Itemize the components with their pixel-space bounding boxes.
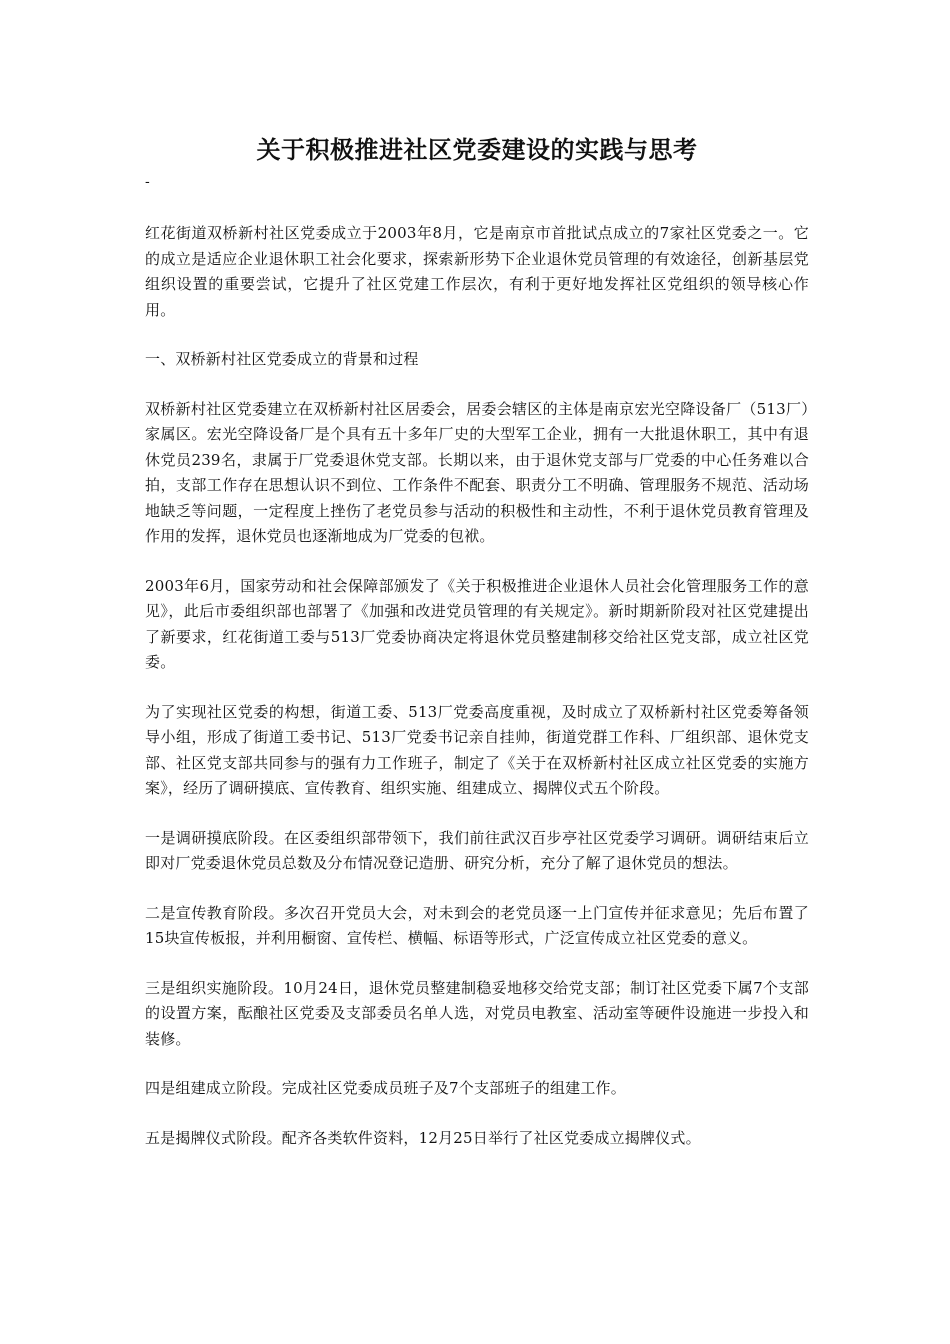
paragraph-stage-2: 二是宣传教育阶段。多次召开党员大会，对未到会的老党员逐一上门宣传并征求意见；先后布置了15块宣传板报，并利用橱窗、宣传栏、横幅、标语等形式，广泛宣传成立社区党委的意义。 (145, 903, 809, 947)
paragraph-intro: 红花街道双桥新村社区党委成立于2003年8月，它是南京市首批试点成立的7家社区党委之一。它的成立是适应企业退休职工社会化要求，探索新形势下企业退休党员管理的有效途径，创新基层党组织设置的重要尝试，它提升了社区党建工作层次，有利于更好地发挥社区党组织的领导核心作用。 (145, 224, 809, 319)
separator-dash: - (145, 174, 150, 190)
section-heading: 一、双桥新村社区党委成立的背景和过程 (145, 350, 419, 368)
paragraph-policy: 2003年6月，国家劳动和社会保障部颁发了《关于积极推进企业退休人员社会化管理服务工作的意见》，此后市委组织部也部署了《加强和改进党员管理的有关规定》。新时期新阶段对社区党建提出了新要求，红花街道工委与513厂党委协商决定将退休党员整建制移交给社区党支部，成立社区党委。 (145, 576, 809, 671)
paragraph-stage-4: 四是组建成立阶段。完成社区党委成员班子及7个支部班子的组建工作。 (145, 1079, 626, 1097)
paragraph-stage-3: 三是组织实施阶段。10月24日，退休党员整建制稳妥地移交给党支部；制订社区党委下属7个支部的设置方案，酝酿社区党委及支部委员名单人选，对党员电教室、活动室等硬件设施进一步投入和装修。 (145, 978, 809, 1048)
paragraph-stage-1: 一是调研摸底阶段。在区委组织部带领下，我们前往武汉百步亭社区党委学习调研。调研结束后立即对厂党委退休党员总数及分布情况登记造册、研究分析，充分了解了退休党员的想法。 (145, 828, 809, 872)
document-page (145, 133, 809, 1151)
paragraph-preparation: 为了实现社区党委的构想，街道工委、513厂党委高度重视，及时成立了双桥新村社区党委筹备领导小组，形成了街道工委书记、513厂党委书记亲自挂帅，街道党群工作科、厂组织部、退休党支部、社区党支部共同参与的强有力工作班子，制定了《关于在双桥新村社区成立社区党委的实施方案》，经历了调研摸底、宣传教育、组织实施、组建成立、揭牌仪式五个阶段。 (145, 702, 809, 797)
paragraph-stage-5: 五是揭牌仪式阶段。配齐各类软件资料，12月25日举行了社区党委成立揭牌仪式。 (145, 1128, 701, 1147)
document-title: 关于积极推进社区党委建设的实践与思考 (256, 135, 698, 164)
paragraph-background: 双桥新村社区党委建立在双桥新村社区居委会，居委会辖区的主体是南京宏光空降设备厂（513厂）家属区。宏光空降设备厂是个具有五十多年厂史的大型军工企业，拥有一大批退休职工，其中有退休党员239名，隶属于厂党委退休党支部。长期以来，由于退休党支部与厂党委的中心任务难以合拍，支部工作存在思想认识不到位、工作条件不配套、职责分工不明确、管理服务不规范、活动场地缺乏等问题，一定程度上挫伤了老党员参与活动的积极性和主动性，不利于退休党员教育管理及作用的发挥，退休党员也逐渐地成为厂党委的包袱。 (145, 399, 809, 545)
